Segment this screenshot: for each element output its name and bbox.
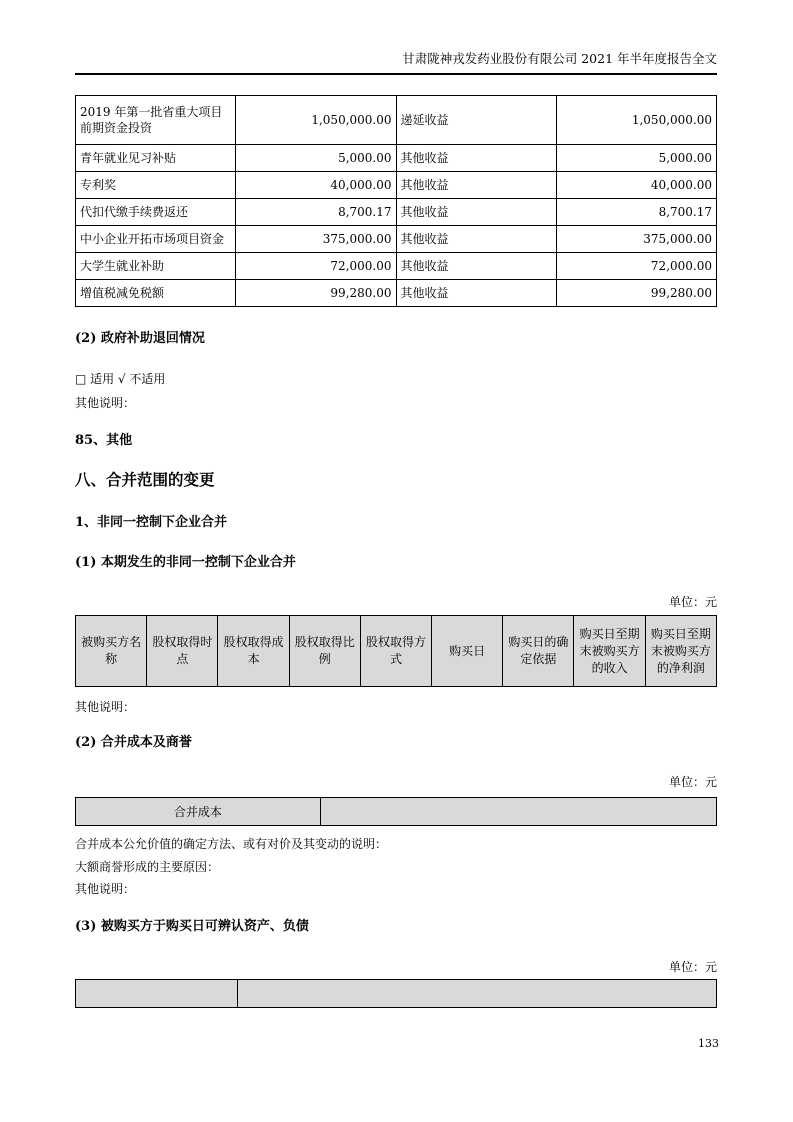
applicability-line: □ 适用 √ 不适用 [75,372,166,386]
heading-subsidy-return: (2) 政府补助退回情况 [75,331,205,346]
merger-header-cell: 股权取得比例 [289,616,360,687]
subsidy-item-cell: 其他收益 [396,280,556,307]
assets-header-cell-1 [76,980,238,1008]
table-row [76,980,717,1008]
subsidy-amount-cell: 375,000.00 [236,226,396,253]
merger-cost-fv-note: 合并成本公允价值的确定方法、或有对价及其变动的说明： [75,837,388,851]
subsidy-amount-cell: 40,000.00 [236,172,396,199]
merger-header-cell: 购买日至期末被购买方的净利润 [645,616,716,687]
page-content [75,0,717,1008]
heading-scope-change: 八、合并范围的变更 [75,470,215,489]
unit-label: 单位：元 [668,960,717,974]
other-notes-label: 其他说明： [75,882,136,896]
heading-other: 85、其他 [75,433,133,448]
table-row [76,199,717,226]
table-row [76,172,717,199]
table-row [76,253,717,280]
subsidy-item-cell: 其他收益 [396,253,556,280]
subsidy-related-amount-cell: 8,700.17 [556,199,716,226]
merger-header-cell: 股权取得方式 [360,616,431,687]
subsidy-project-cell: 青年就业见习补贴 [76,145,236,172]
report-header-title: 甘肃陇神戎发药业股份有限公司 2021 年半年度报告全文 [402,51,717,66]
report-header [75,50,717,75]
merger-header-cell: 被购买方名称 [76,616,147,687]
subsidy-amount-cell: 99,280.00 [236,280,396,307]
subsidy-related-amount-cell: 375,000.00 [556,226,716,253]
subsidy-item-cell: 其他收益 [396,199,556,226]
merger-header-cell: 购买日的确定依据 [503,616,574,687]
subsidy-related-amount-cell: 99,280.00 [556,280,716,307]
page-number: 133 [698,1037,719,1050]
subsidy-project-cell: 中小企业开拓市场项目资金 [76,226,236,253]
subsidy-project-cell: 代扣代缴手续费返还 [76,199,236,226]
merger-header-cell: 股权取得时点 [147,616,218,687]
subsidy-item-cell: 其他收益 [396,172,556,199]
subsidy-amount-cell: 72,000.00 [236,253,396,280]
table-row [76,96,717,145]
subsidy-item-cell: 其他收益 [396,226,556,253]
assets-header-cell-2 [237,980,716,1008]
merger-header-cell: 购买日至期末被购买方的收入 [574,616,645,687]
identifiable-assets-table [75,979,717,1008]
subsidy-amount-cell: 5,000.00 [236,145,396,172]
table-row [76,145,717,172]
subsidy-project-cell: 专利奖 [76,172,236,199]
table-row [76,226,717,253]
other-notes-label: 其他说明： [75,396,136,410]
merger-cost-table [75,797,717,826]
merger-header-cell: 股权取得成本 [218,616,289,687]
heading-identifiable-assets: (3) 被购买方于购买日可辨认资产、负债 [75,919,309,934]
goodwill-reason-note: 大额商誉形成的主要原因： [75,860,220,874]
heading-merger-cost-goodwill: (2) 合并成本及商誉 [75,735,192,750]
table-header-row [76,616,717,687]
table-row [76,280,717,307]
unit-label: 单位：元 [668,775,717,789]
other-notes-label: 其他说明： [75,700,136,714]
subsidy-project-cell: 2019 年第一批省重大项目前期资金投资 [76,96,236,145]
subsidy-amount-cell: 1,050,000.00 [236,96,396,145]
subsidy-item-cell: 其他收益 [396,145,556,172]
subsidy-related-amount-cell: 72,000.00 [556,253,716,280]
merger-cost-value-cell [320,798,716,826]
subsidy-project-cell: 增值税减免税额 [76,280,236,307]
subsidy-item-cell: 递延收益 [396,96,556,145]
merger-header-cell: 购买日 [432,616,503,687]
merger-cost-label-cell: 合并成本 [76,798,321,826]
table-row [76,798,717,826]
subsidy-related-amount-cell: 40,000.00 [556,172,716,199]
subsidy-related-amount-cell: 1,050,000.00 [556,96,716,145]
unit-label: 单位：元 [668,595,717,609]
subsidy-table [75,95,717,307]
subsidy-related-amount-cell: 5,000.00 [556,145,716,172]
heading-current-period-merger: (1) 本期发生的非同一控制下企业合并 [75,555,296,570]
subsidy-project-cell: 大学生就业补助 [76,253,236,280]
merger-table [75,615,717,687]
heading-non-common-control: 1、非同一控制下企业合并 [75,515,228,530]
subsidy-amount-cell: 8,700.17 [236,199,396,226]
